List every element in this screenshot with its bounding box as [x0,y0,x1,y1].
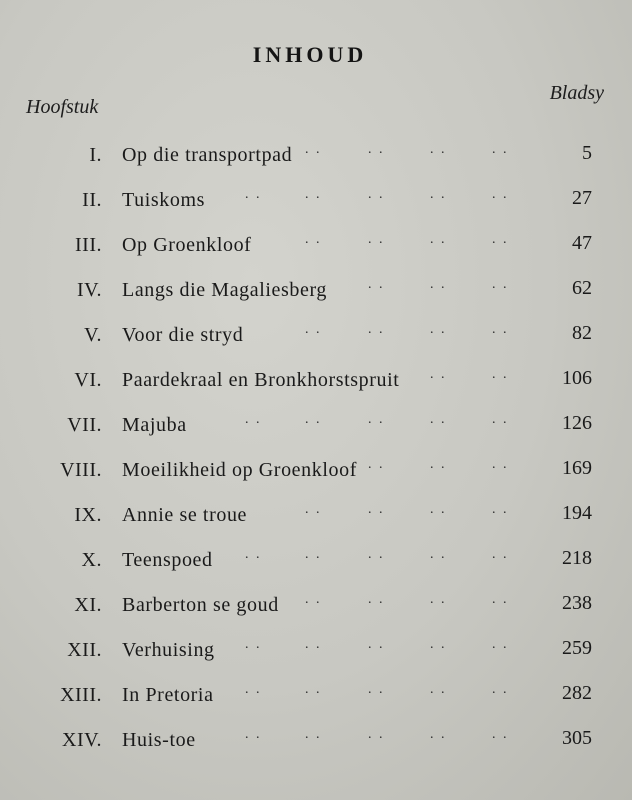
leader-dots: . . [492,232,509,247]
toc-entry [0,269,632,314]
leader-dots: . . [368,637,385,652]
leader-dots: . . [492,187,509,202]
toc-entry [0,629,632,674]
leader-dots: . . [430,547,447,562]
leader-dots: . . [368,322,385,337]
chapter-number: XIV. [62,729,102,751]
leader-dots: . . [368,232,385,247]
leader-dots: . . [368,727,385,742]
chapter-number: X. [81,549,102,571]
chapter-number: XII. [67,639,102,661]
chapter-title: Annie se troue [122,504,248,526]
leader-dots: . . [368,682,385,697]
leader-dots: . . [430,322,447,337]
leader-dots: . . [430,727,447,742]
chapter-number: V. [84,324,102,346]
toc-entry [0,404,632,449]
page-number: 82 [572,322,592,344]
toc-entry [0,179,632,224]
leader-dots: . . [245,637,262,652]
leader-dots: . . [492,502,509,517]
leader-dots: . . [492,322,509,337]
chapter-number: IX. [74,504,102,526]
leader-dots: . . [305,232,322,247]
chapter-title: Op die transportpad [122,144,293,166]
leader-dots: . . [430,592,447,607]
page-number: 126 [562,412,592,434]
leader-dots: . . [430,457,447,472]
chapter-number: III. [75,234,102,256]
leader-dots: . . [305,637,322,652]
page-number: 106 [562,367,592,389]
page-column-header: Bladsy [549,82,604,104]
page-number: 238 [562,592,592,614]
leader-dots: . . [368,457,385,472]
page-number: 47 [572,232,592,254]
chapter-number: IV. [76,279,102,301]
leader-dots: . . [245,682,262,697]
toc-entry [0,494,632,539]
leader-dots: . . [492,412,509,427]
chapter-title: Majuba [122,414,187,436]
chapter-title: Huis-toe [122,729,196,751]
page-number: 62 [572,277,592,299]
page-title [0,42,632,68]
leader-dots: . . [368,187,385,202]
leader-dots: . . [492,457,509,472]
chapter-title: Voor die stryd [122,324,244,346]
chapter-number: II. [82,189,102,211]
chapter-title: Moeilikheid op Groenkloof [122,459,357,481]
leader-dots: . . [430,232,447,247]
leader-dots: . . [492,637,509,652]
leader-dots: . . [245,547,262,562]
page-number: 169 [562,457,592,479]
leader-dots: . . [492,142,509,157]
leader-dots: . . [430,277,447,292]
chapter-title: Teenspoed [122,549,213,571]
leader-dots: . . [492,367,509,382]
leader-dots: . . [492,277,509,292]
leader-dots: . . [305,592,322,607]
leader-dots: . . [245,412,262,427]
page-number: 305 [562,727,592,749]
leader-dots: . . [430,637,447,652]
leader-dots: . . [492,682,509,697]
leader-dots: . . [245,727,262,742]
toc-entry [0,134,632,179]
leader-dots: . . [245,187,262,202]
leader-dots: . . [368,277,385,292]
toc-entry [0,224,632,269]
leader-dots: . . [305,727,322,742]
chapter-column-header: Hoofstuk [26,96,99,118]
leader-dots: . . [305,682,322,697]
leader-dots: . . [430,367,447,382]
chapter-title: Paardekraal en Bronkhorstspruit [122,369,400,391]
chapter-number: XIII. [60,684,102,706]
table-of-contents [0,134,632,764]
page-number: 5 [582,142,592,164]
page-number: 27 [572,187,592,209]
chapter-number: VI. [74,369,102,391]
toc-entry [0,539,632,584]
chapter-title: Verhuising [122,639,215,661]
chapter-number: I. [89,144,102,166]
leader-dots: . . [430,187,447,202]
page-number: 194 [562,502,592,524]
leader-dots: . . [368,502,385,517]
leader-dots: . . [430,142,447,157]
leader-dots: . . [305,322,322,337]
chapter-title: In Pretoria [122,684,214,706]
toc-entry [0,359,632,404]
leader-dots: . . [430,412,447,427]
chapter-number: VII. [67,414,102,436]
leader-dots: . . [305,187,322,202]
leader-dots: . . [305,547,322,562]
leader-dots: . . [492,727,509,742]
toc-entry [0,674,632,719]
chapter-title: Barberton se goud [122,594,279,616]
leader-dots: . . [368,592,385,607]
leader-dots: . . [305,412,322,427]
page-number: 259 [562,637,592,659]
chapter-number: XI. [74,594,102,616]
leader-dots: . . [368,142,385,157]
chapter-title: Langs die Magaliesberg [122,279,327,301]
leader-dots: . . [305,502,322,517]
toc-entry [0,449,632,494]
chapter-title: Tuiskoms [122,189,205,211]
leader-dots: . . [368,547,385,562]
leader-dots: . . [430,502,447,517]
leader-dots: . . [430,682,447,697]
chapter-title: Op Groenkloof [122,234,252,256]
leader-dots: . . [492,547,509,562]
leader-dots: . . [492,592,509,607]
chapter-number: VIII. [60,459,102,481]
leader-dots: . . [368,412,385,427]
page-number: 218 [562,547,592,569]
leader-dots: . . [305,142,322,157]
page-title-text: INHOUD [252,42,368,67]
toc-entry [0,719,632,764]
toc-entry [0,584,632,629]
toc-entry [0,314,632,359]
page-number: 282 [562,682,592,704]
